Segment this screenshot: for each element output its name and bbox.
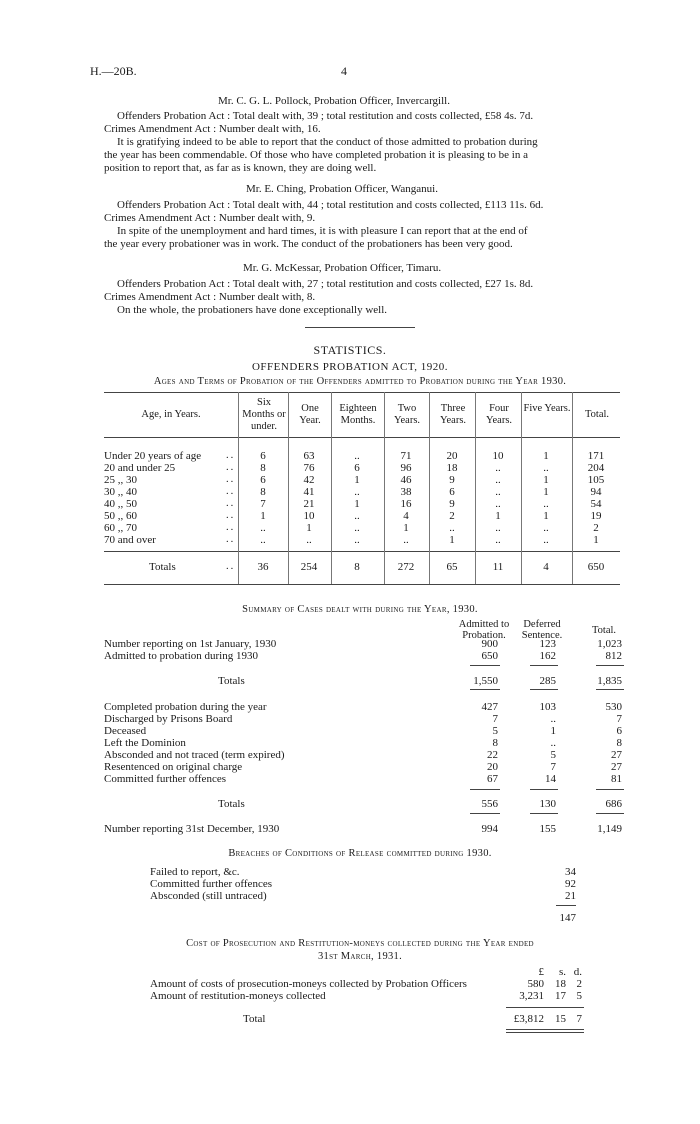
cost-cell: 2 <box>576 978 582 990</box>
table-cell: 18 <box>446 462 458 474</box>
summary-totals-cell: 556 <box>481 798 498 810</box>
leader-dots: .. <box>226 522 236 533</box>
age-row-label: 30 ,, 40 <box>104 486 137 498</box>
summary-row-label: Completed probation during the year <box>104 701 267 713</box>
summary-row-label: Resentenced on original charge <box>104 761 243 773</box>
table-cell: 20 <box>446 450 458 462</box>
table-cell: 2 <box>593 522 599 534</box>
cost-column-header: s. <box>558 966 566 978</box>
column-header: Age, in Years. <box>141 409 201 420</box>
sum-rule <box>470 789 500 790</box>
summary-totals-cell: 1,550 <box>473 675 498 687</box>
summary-row-label: Admitted to probation during 1930 <box>104 650 258 662</box>
summary-row-cell: .. <box>550 737 556 749</box>
sum-rule <box>530 665 558 666</box>
table-cell: 19 <box>590 510 602 522</box>
table-cell: 1 <box>543 474 549 486</box>
cost-column-header: d. <box>573 966 582 978</box>
table-cell: .. <box>354 486 360 498</box>
leader-dots: .. <box>226 462 236 473</box>
table-cell: .. <box>260 522 266 534</box>
cost-double-rule <box>506 1029 584 1030</box>
costs-title-date: 31st March, 1931. <box>317 951 403 962</box>
column-header: Three Years. <box>439 403 467 426</box>
table-cell: 1 <box>260 510 266 522</box>
summary-row-label: Committed further offences <box>104 773 226 785</box>
sum-rule <box>470 689 500 690</box>
table-cell: .. <box>354 510 360 522</box>
breach-label: Absconded (still untraced) <box>150 890 267 902</box>
cost-row-label: Amount of costs of prosecution-moneys collected by Probation Officers <box>150 978 467 990</box>
officer-heading: Mr. E. Ching, Probation Officer, Wanganui. <box>246 183 438 195</box>
table-cell: .. <box>495 462 501 474</box>
table-cell: 76 <box>303 462 315 474</box>
sum-rule <box>596 665 624 666</box>
summary-row-cell: 812 <box>605 650 622 662</box>
column-header: Two Years. <box>393 403 421 426</box>
table-cell: 4 <box>403 510 409 522</box>
page-number: 4 <box>341 64 347 78</box>
table-cell: 9 <box>449 474 455 486</box>
summary-row-label: Left the Dominion <box>104 737 186 749</box>
breach-label: Committed further offences <box>150 878 272 890</box>
leader-dots: .. <box>226 498 236 509</box>
summary-row-cell: 7 <box>492 713 498 725</box>
sum-rule <box>470 813 500 814</box>
table-cell: 171 <box>587 450 605 462</box>
summary-final-cell: 155 <box>539 823 556 835</box>
table-cell: 1 <box>593 534 599 546</box>
table-cell: 94 <box>590 486 602 498</box>
table-cell: .. <box>495 474 501 486</box>
age-table-title: Ages and Terms of Probation of the Offenders admitted to Probation during the Year 1930. <box>153 376 567 387</box>
table-cell: 6 <box>449 486 455 498</box>
report-line: Offenders Probation Act : Total dealt with, 39 ; total restitution and costs collected, £58 4s. 7d. <box>117 110 534 122</box>
summary-totals-cell: 285 <box>539 675 556 687</box>
table-cell: 42 <box>303 474 315 486</box>
summary-final-cell: 1,149 <box>597 823 622 835</box>
summary-row-label: Number reporting on 1st January, 1930 <box>104 638 277 650</box>
leader-dots: .. <box>226 450 236 461</box>
table-cell: 1 <box>495 510 501 522</box>
table-cell: 21 <box>303 498 315 510</box>
table-cell: 41 <box>303 486 315 498</box>
summary-row-cell: 103 <box>539 701 556 713</box>
summary-row-cell: 1,023 <box>597 638 622 650</box>
table-cell: 46 <box>400 474 412 486</box>
table-cell: 38 <box>400 486 412 498</box>
sum-rule <box>596 789 624 790</box>
sum-rule <box>596 813 624 814</box>
sum-rule <box>530 789 558 790</box>
summary-row-cell: 27 <box>611 749 622 761</box>
report-line: Offenders Probation Act : Total dealt with, 44 ; total restitution and costs collected, £113 11s. 6d. <box>117 199 544 211</box>
table-cell: .. <box>543 534 549 546</box>
officer-heading: Mr. C. G. L. Pollock, Probation Officer, Invercargill. <box>218 95 450 107</box>
age-row-label: 70 and over <box>104 534 156 546</box>
column-header: Total. <box>584 409 610 420</box>
table-cell: 1 <box>354 474 360 486</box>
totals-label: Totals <box>149 561 176 573</box>
table-cell: .. <box>495 522 501 534</box>
report-line: Crimes Amendment Act : Number dealt with, 16. <box>104 123 321 135</box>
summary-final-cell: 994 <box>481 823 498 835</box>
cost-rule <box>506 1007 584 1008</box>
leader-dots: .. <box>226 474 236 485</box>
breach-value: 92 <box>565 878 576 890</box>
summary-row-label: Deceased <box>104 725 147 737</box>
summary-row-cell: 123 <box>539 638 556 650</box>
summary-row-cell: 20 <box>487 761 498 773</box>
table-cell: 63 <box>303 450 315 462</box>
table-cell: 1 <box>306 522 312 534</box>
table-cell: .. <box>543 462 549 474</box>
column-header: One Year. <box>299 403 321 426</box>
summary-totals-cell: 686 <box>605 798 622 810</box>
summary-row-cell: 8 <box>492 737 498 749</box>
report-line: Crimes Amendment Act : Number dealt with, 9. <box>104 212 316 224</box>
breach-value: 34 <box>565 866 576 878</box>
summary-totals-cell: 130 <box>539 798 556 810</box>
leader-dots: .. <box>226 510 236 521</box>
costs-title: Cost of Prosecution and Restitution-moneys collected during the Year ended <box>186 938 534 949</box>
cost-cell: 17 <box>555 990 566 1002</box>
summary-row-cell: 67 <box>487 773 498 785</box>
table-cell: 8 <box>260 486 266 498</box>
summary-row-cell: 7 <box>550 761 556 773</box>
report-line: position to report that, as far as is known, they are doing well. <box>104 162 377 174</box>
table-cell: 204 <box>587 462 605 474</box>
table-cell: 6 <box>354 462 360 474</box>
table-cell: 1 <box>354 498 360 510</box>
breach-rule <box>556 905 576 906</box>
totals-cell: 254 <box>300 561 318 573</box>
summary-row-label: Absconded and not traced (term expired) <box>104 749 285 761</box>
table-rule <box>104 437 620 438</box>
report-line: the year every probationer was in work. The conduct of the probationers has been very good. <box>104 238 513 250</box>
column-header: Four Years. <box>485 403 513 426</box>
table-cell: 9 <box>449 498 455 510</box>
table-cell: 1 <box>543 486 549 498</box>
table-cell: 1 <box>543 450 549 462</box>
table-rule <box>104 392 620 393</box>
table-cell: 1 <box>543 510 549 522</box>
totals-cell: 4 <box>543 561 549 573</box>
summary-column-header: Admitted to Probation. <box>458 619 510 641</box>
column-header: Eighteen Months. <box>339 403 377 426</box>
table-cell: 16 <box>400 498 412 510</box>
officer-heading: Mr. G. McKessar, Probation Officer, Timaru. <box>243 262 442 274</box>
column-header: Six Months or under. <box>242 397 286 432</box>
leader-dots: .. <box>226 486 236 497</box>
report-line: It is gratifying indeed to be able to report that the conduct of those admitted to probation during <box>117 136 538 148</box>
leader-dots: .. <box>226 534 236 545</box>
table-cell: .. <box>495 534 501 546</box>
table-cell: 10 <box>303 510 315 522</box>
age-row-label: 60 ,, 70 <box>104 522 137 534</box>
sum-rule <box>530 689 558 690</box>
age-row-label: 50 ,, 60 <box>104 510 137 522</box>
table-cell: .. <box>449 522 455 534</box>
summary-row-cell: 81 <box>611 773 622 785</box>
summary-row-cell: .. <box>550 713 556 725</box>
cost-total-cell: 7 <box>576 1013 582 1025</box>
summary-row-cell: 6 <box>616 725 622 737</box>
summary-column-header: Total. <box>591 625 617 636</box>
summary-title: Summary of Cases dealt with during the Year, 1930. <box>242 604 478 615</box>
cost-row-label: Amount of restitution-moneys collected <box>150 990 326 1002</box>
summary-row-cell: 14 <box>545 773 556 785</box>
table-cell: .. <box>495 486 501 498</box>
breach-value: 21 <box>565 890 576 902</box>
summary-row-cell: 5 <box>550 749 556 761</box>
summary-totals-label: Totals <box>218 798 245 810</box>
leader-dots: .. <box>226 561 236 572</box>
table-cell: 2 <box>449 510 455 522</box>
report-line: In spite of the unemployment and hard times, it is with pleasure I can report that at the end of <box>117 225 528 237</box>
table-cell: .. <box>403 534 409 546</box>
table-cell: 96 <box>400 462 412 474</box>
summary-row-cell: 7 <box>616 713 622 725</box>
cost-double-rule <box>506 1032 584 1033</box>
column-rule <box>521 392 522 584</box>
document-code: H.—20B. <box>90 64 137 78</box>
summary-row-label: Discharged by Prisons Board <box>104 713 233 725</box>
summary-row-cell: 8 <box>616 737 622 749</box>
summary-row-cell: 650 <box>481 650 498 662</box>
table-cell: .. <box>495 498 501 510</box>
table-cell: .. <box>543 522 549 534</box>
summary-row-cell: 530 <box>605 701 622 713</box>
age-row-label: 25 ,, 30 <box>104 474 137 486</box>
sum-rule <box>470 665 500 666</box>
sum-rule <box>596 689 624 690</box>
totals-cell: 8 <box>354 561 360 573</box>
report-line: Offenders Probation Act : Total dealt with, 27 ; total restitution and costs collected, £27 1s. 8d. <box>117 278 534 290</box>
summary-row-cell: 27 <box>611 761 622 773</box>
summary-row-cell: 22 <box>487 749 498 761</box>
cost-cell: 18 <box>555 978 566 990</box>
age-row-label: 40 ,, 50 <box>104 498 137 510</box>
cost-cell: 3,231 <box>519 990 544 1002</box>
totals-cell: 11 <box>492 561 504 573</box>
table-cell: 7 <box>260 498 266 510</box>
table-cell: 6 <box>260 474 266 486</box>
summary-row-cell: 1 <box>550 725 556 737</box>
summary-column-header: Deferred Sentence. <box>521 619 563 641</box>
cost-column-header: £ <box>538 966 544 978</box>
statistics-subtitle: OFFENDERS PROBATION ACT, 1920. <box>251 361 449 373</box>
summary-totals-label: Totals <box>218 675 245 687</box>
report-line: On the whole, the probationers have done exceptionally well. <box>117 304 388 316</box>
cost-total-cell: 15 <box>555 1013 566 1025</box>
totals-cell: 36 <box>257 561 269 573</box>
column-rule <box>238 392 239 584</box>
table-cell: 8 <box>260 462 266 474</box>
breach-label: Failed to report, &c. <box>150 866 240 878</box>
table-rule <box>104 584 620 585</box>
cost-cell: 580 <box>527 978 544 990</box>
table-cell: 1 <box>449 534 455 546</box>
summary-row-cell: 427 <box>481 701 498 713</box>
table-cell: .. <box>354 450 360 462</box>
summary-row-cell: 900 <box>481 638 498 650</box>
table-rule <box>104 551 620 552</box>
report-line: Crimes Amendment Act : Number dealt with, 8. <box>104 291 316 303</box>
summary-final-label: Number reporting 31st December, 1930 <box>104 823 280 835</box>
cost-cell: 5 <box>576 990 582 1002</box>
totals-cell: 65 <box>446 561 458 573</box>
summary-row-cell: 162 <box>539 650 556 662</box>
age-row-label: 20 and under 25 <box>104 462 176 474</box>
table-cell: .. <box>543 498 549 510</box>
column-header: Five Years. <box>523 403 571 414</box>
cost-total-cell: £3,812 <box>513 1013 544 1025</box>
cost-total-label: Total <box>243 1013 266 1025</box>
report-line: the year has been commendable. Of those who have completed probation it is pleasing to be in a <box>104 149 528 161</box>
age-row-label: Under 20 years of age <box>104 450 202 462</box>
table-cell: .. <box>354 534 360 546</box>
table-cell: .. <box>306 534 312 546</box>
table-cell: .. <box>260 534 266 546</box>
column-rule <box>572 392 573 584</box>
table-cell: 6 <box>260 450 266 462</box>
table-cell: 10 <box>492 450 504 462</box>
table-cell: .. <box>354 522 360 534</box>
summary-row-cell: 5 <box>492 725 498 737</box>
totals-cell: 272 <box>397 561 415 573</box>
column-rule <box>331 392 332 584</box>
sum-rule <box>530 813 558 814</box>
table-cell: 71 <box>400 450 412 462</box>
summary-totals-cell: 1,835 <box>597 675 622 687</box>
breach-total: 147 <box>559 912 576 924</box>
section-divider <box>305 327 415 328</box>
breaches-title: Breaches of Conditions of Release committed during 1930. <box>228 848 492 859</box>
table-cell: 1 <box>403 522 409 534</box>
totals-cell: 650 <box>587 561 605 573</box>
table-cell: 105 <box>587 474 605 486</box>
statistics-title: STATISTICS. <box>313 343 387 357</box>
table-cell: 54 <box>590 498 602 510</box>
